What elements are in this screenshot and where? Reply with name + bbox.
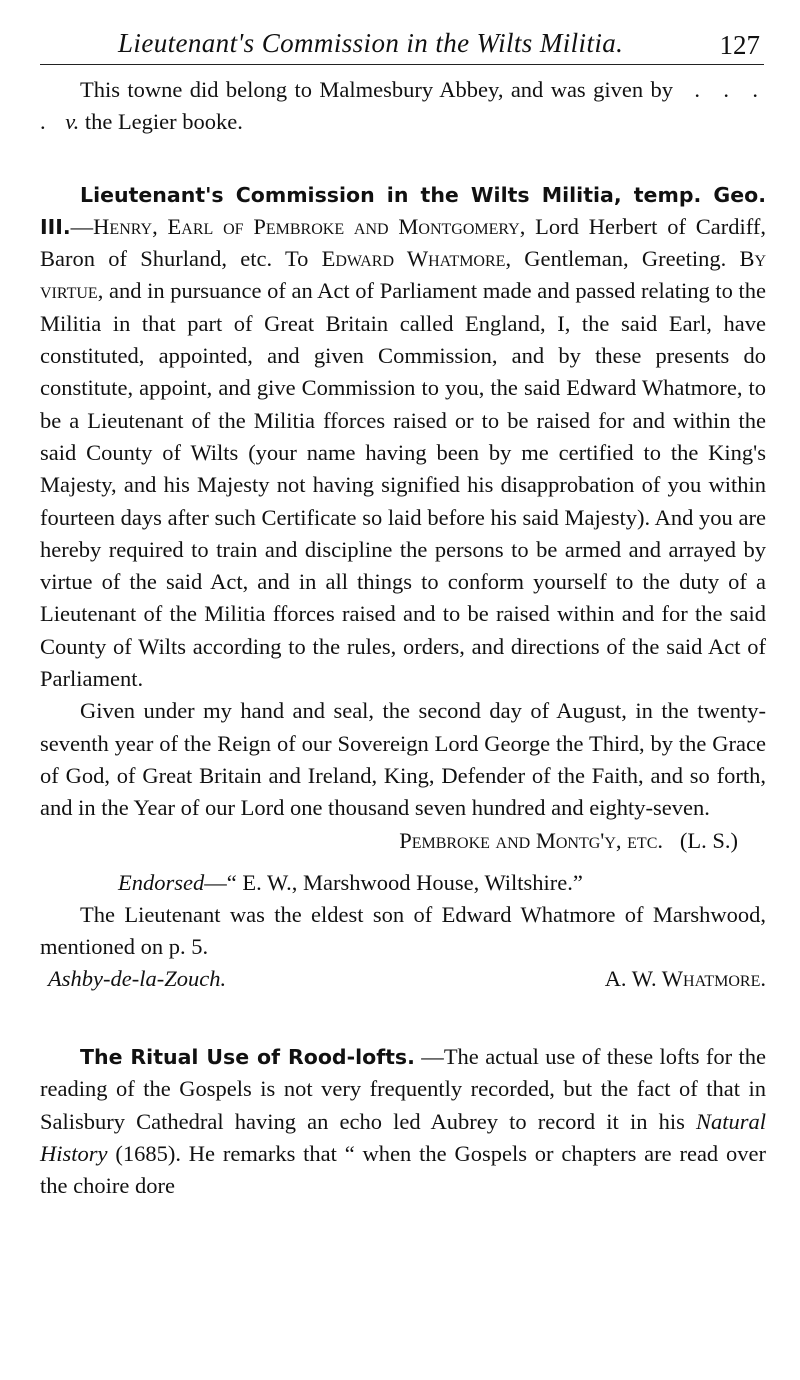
v-abbrev: v. bbox=[65, 109, 80, 135]
endorsed-label: Endorsed bbox=[118, 869, 205, 895]
rood-text-1: The actual use of these lofts for the reading of the Gospels is not very frequently recorded, but the fact of that in Salisbury Cathedral having an echo led Aubrey to record it in his bbox=[40, 1044, 766, 1134]
running-title: Lieutenant's Commission in the Wilts Militia. bbox=[118, 28, 624, 58]
heading-dash: — bbox=[70, 213, 94, 239]
article-heading: Lieutenant's Commission in the Wilts Militia, temp. Geo. III. bbox=[40, 182, 766, 239]
page-number: 127 bbox=[719, 30, 760, 60]
signature-line bbox=[40, 825, 738, 857]
rood-dash: — bbox=[414, 1044, 444, 1070]
recipient-name: Edward Whatmore bbox=[321, 246, 506, 272]
seal-mark: (L. S.) bbox=[679, 827, 738, 853]
rood-lofts-paragraph bbox=[40, 1041, 766, 1202]
legier-text: the Legier booke. bbox=[79, 109, 243, 135]
given-under-paragraph: Given under my hand and seal, the second day of August, in the twenty-seventh year of the Reign of our Sovereign Lord George the Third, by the Grace of God, of Great Britain and Ireland, King, Defender of the Faith, and so forth, and in the Year of our Lord one thousand seven hundred and eighty-seven. bbox=[40, 698, 766, 821]
town-text: This towne did belong to Malmesbury Abbey, and was given by bbox=[80, 77, 673, 102]
endorsed-text: —“ E. W., Marshwood House, Wiltshire.” bbox=[204, 869, 583, 895]
rood-heading: The Ritual Use of Rood-lofts. bbox=[80, 1045, 415, 1070]
commission-text-3: , and in pursuance of an Act of Parliament made and passed relating to the Militia in that part of Great Britain called England, I, the said Earl, have constituted, appointed, and given Commission, and by these presents do constitute, appoint, and give Commission to you, the said Edward Whatmore, to be a Lieutenant of the Militia fforces raised or to be raised for and within the said County of Wilts (your name having been by me certified to the King's Majesty, and his Majesty not having signified his disapprobation of you within fourteen days after such Certificate so laid before his said Majesty). And you are hereby required to train and discipline the persons to be armed and arrayed by virtue of the said Act, and in all things to conform yourself to the duty of a Lieutenant of the Militia fforces raised and to be raised within and for the said County of Wilts according to the rules, orders, and directions of the said Act of Parliament. bbox=[40, 278, 766, 692]
earl-name: Henry, Earl of Pembroke and Montgomery bbox=[93, 213, 520, 239]
lieutenant-commission-paragraph bbox=[40, 179, 766, 696]
contributor-place: Ashby-de-la-Zouch. bbox=[48, 966, 227, 992]
contributor-signature bbox=[40, 963, 766, 995]
signatory: Pembroke and Montg'y, etc. bbox=[399, 827, 663, 853]
page-body bbox=[40, 72, 766, 1203]
contributor-name: A. W. Whatmore. bbox=[604, 966, 766, 992]
endorsement bbox=[40, 867, 766, 899]
lieutenant-note: The Lieutenant was the eldest son of Edward Whatmore of Marshwood, mentioned on p. 5. bbox=[40, 901, 766, 959]
running-header bbox=[40, 18, 764, 65]
commission-text-2: , Gentleman, Greeting. bbox=[505, 246, 740, 272]
by-virtue: By virtue bbox=[40, 246, 766, 304]
previous-article-ending bbox=[40, 74, 766, 139]
natural-history-title: Natural History bbox=[40, 1108, 766, 1167]
commission-text-1: , Lord Herbert of Cardiff, Baron of Shurland, etc. To bbox=[40, 213, 766, 272]
ellipsis-dots: . . . . bbox=[40, 77, 766, 135]
rood-text-2: (1685). He remarks that “ when the Gospels or chapters are read over the choire dore bbox=[40, 1141, 766, 1199]
